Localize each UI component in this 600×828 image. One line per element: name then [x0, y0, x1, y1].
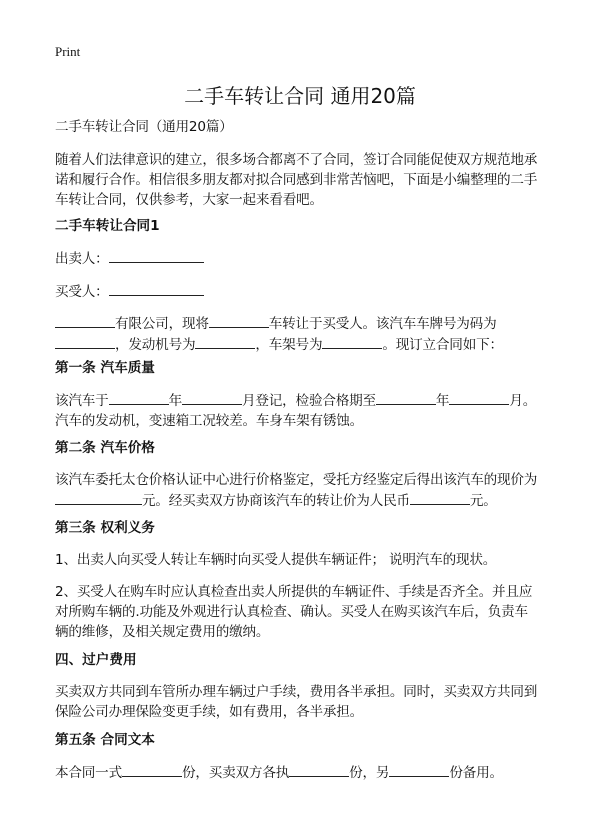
section-heading: 四、过户费用	[55, 652, 137, 668]
text: ，车架号为	[255, 337, 323, 353]
transfer-fee-paragraph	[55, 682, 537, 722]
copies-paragraph	[55, 762, 503, 783]
text: 份，另	[349, 765, 390, 781]
section-heading: 第一条 汽车质量	[55, 360, 155, 376]
section-heading: 第三条 权利义务	[55, 520, 155, 536]
company-blank	[55, 313, 115, 328]
buyer-line	[55, 281, 204, 302]
transfer-price-blank	[410, 490, 470, 505]
contract-heading: 二手车转让合同1	[55, 218, 160, 234]
reg-year-blank	[109, 390, 169, 405]
text: 车转让于买受人。该汽车车牌号为码为	[268, 316, 497, 332]
frame-blank	[322, 334, 382, 349]
text-line: 汽车的发动机，变速箱工况较差。车身车架有锈蚀。	[55, 413, 364, 429]
section-heading: 第五条 合同文本	[55, 732, 155, 748]
inspect-month-blank	[449, 390, 509, 405]
text: 月。	[509, 393, 537, 409]
vehicle-paragraph	[55, 313, 503, 355]
print-link[interactable]: Print	[55, 44, 81, 59]
text-line: 对所购车辆的.功能及外观进行认真检查、确认。买受人在购买该汽车后，负责车	[55, 604, 528, 620]
text-line: 诺和履行合作。相信很多朋友都对拟合同感到非常苦恼吧，下面是小编整理的二手	[55, 172, 538, 188]
reg-month-blank	[182, 390, 242, 405]
text: 元。经买卖双方协商该汽车的转让价为人民币	[142, 493, 410, 509]
document-subtitle: 二手车转让合同（通用20篇）	[55, 119, 233, 135]
text-line: 车转让合同，仅供参考，大家一起来看看吧。	[55, 192, 323, 208]
text: 月登记，检验合格期至	[241, 393, 376, 409]
plate-blank	[55, 334, 115, 349]
text: ，发动机号为	[115, 337, 196, 353]
section-heading: 第二条 汽车价格	[55, 440, 155, 456]
inspect-year-blank	[376, 390, 436, 405]
buyer-blank	[109, 281, 204, 296]
text-line: 保险公司办理保险变更手续，如有费用，各半承担。	[55, 704, 364, 720]
appraised-price-blank	[55, 490, 142, 505]
text: 该汽车于	[55, 393, 109, 409]
text-line: 该汽车委托太仓价格认证中心进行价格鉴定，受托方经鉴定后得出该汽车的现价为	[55, 472, 538, 488]
text-line: 买卖双方共同到车管所办理车辆过户手续，费用各半承担。同时，买卖双方共同到	[55, 684, 538, 700]
quality-paragraph	[55, 390, 536, 431]
text: 元。	[469, 493, 497, 509]
list-item	[55, 582, 532, 642]
text: 份，买卖双方各执	[181, 765, 290, 781]
copies-spare-blank	[389, 762, 449, 777]
text: 份备用。	[449, 765, 503, 781]
text: 。现订立合同如下：	[382, 337, 503, 353]
seller-line	[55, 248, 204, 269]
buyer-label: 买受人：	[55, 284, 109, 300]
seller-blank	[109, 248, 204, 263]
copies-each-blank	[289, 762, 349, 777]
text: 年	[168, 393, 182, 409]
text: 年	[435, 393, 450, 409]
list-item: 1、出卖人向买受人转让车辆时向买受人提供车辆证件； 说明汽车的现状。	[55, 552, 497, 568]
page-title: 二手车转让合同 通用20篇	[184, 84, 416, 108]
engine-blank	[195, 334, 255, 349]
vehicle-blank	[209, 313, 269, 328]
seller-label: 出卖人：	[55, 251, 109, 267]
intro-paragraph	[55, 150, 537, 210]
price-paragraph	[55, 470, 537, 511]
text: 本合同一式	[55, 765, 122, 781]
text: 有限公司，现将	[115, 316, 209, 332]
text-line: 2、买受人在购车时应认真检查出卖人所提供的车辆证件、手续是否齐全。并且应	[55, 584, 533, 600]
text-line: 随着人们法律意识的建立，很多场合都离不了合同，签订合同能促使双方规范地承	[55, 152, 538, 168]
copies-total-blank	[122, 762, 182, 777]
text-line: 辆的维修，及相关规定费用的缴纳。	[55, 624, 270, 640]
